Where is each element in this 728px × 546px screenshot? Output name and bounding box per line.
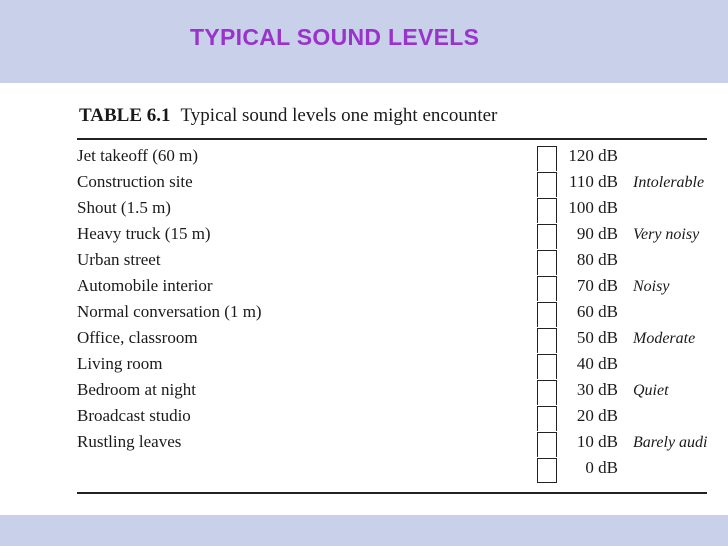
row-source: Jet takeoff (60 m) — [77, 146, 199, 165]
level-bar-segment — [537, 432, 557, 457]
row-description: Quiet — [633, 382, 669, 399]
level-bar-segment — [537, 172, 557, 197]
row-source: Automobile interior — [77, 276, 213, 295]
table-caption-text: Typical sound levels one might encounter — [180, 105, 498, 126]
row-level: 20 dB — [576, 406, 618, 425]
table-row — [0, 406, 728, 432]
row-level: 90 dB — [576, 224, 618, 243]
row-source: Shout (1.5 m) — [77, 198, 171, 217]
row-source: Normal conversation (1 m) — [77, 302, 262, 321]
table-top-rule — [77, 138, 707, 140]
table-row — [0, 198, 728, 224]
level-bar-segment — [537, 224, 557, 249]
row-source: Construction site — [77, 172, 193, 191]
table-bottom-rule — [77, 492, 707, 494]
table-caption — [79, 105, 497, 127]
level-bar-segment — [537, 354, 557, 379]
table-row — [0, 458, 728, 484]
slide-title: TYPICAL SOUND LEVELS — [190, 24, 480, 50]
row-source: Heavy truck (15 m) — [77, 224, 211, 243]
row-level: 60 dB — [576, 302, 618, 321]
table-row — [0, 302, 728, 328]
table-row — [0, 354, 728, 380]
row-source: Bedroom at night — [77, 380, 196, 399]
row-level: 120 dB — [568, 146, 618, 165]
level-bar-segment — [537, 146, 557, 171]
table-row — [0, 328, 728, 354]
row-description: Noisy — [633, 278, 670, 295]
level-bar-segment — [537, 380, 557, 405]
row-level: 10 dB — [576, 432, 618, 451]
row-level: 50 dB — [576, 328, 618, 347]
slide-footer-band — [0, 515, 728, 546]
level-bar-segment — [537, 406, 557, 431]
row-source: Living room — [77, 354, 163, 373]
row-description: Very noisy — [633, 226, 700, 243]
level-bar-segment — [537, 458, 557, 483]
level-bar-segment — [537, 328, 557, 353]
row-description: Intolerable — [633, 174, 705, 191]
row-level: 110 dB — [569, 172, 618, 191]
table-row — [0, 432, 728, 458]
table-row — [0, 276, 728, 302]
row-level: 40 dB — [576, 354, 618, 373]
table-number: TABLE 6.1 — [79, 105, 171, 126]
level-bar-segment — [537, 250, 557, 275]
row-level: 0 dB — [585, 458, 618, 477]
row-description: Moderate — [633, 330, 696, 347]
scanned-table-image — [0, 83, 728, 515]
level-bar-segment — [537, 302, 557, 327]
row-description: Barely audi — [633, 434, 708, 451]
row-source: Urban street — [77, 250, 161, 269]
level-bar-segment — [537, 276, 557, 301]
table-row — [0, 224, 728, 250]
table-row — [0, 172, 728, 198]
row-level: 80 dB — [576, 250, 618, 269]
row-level: 70 dB — [576, 276, 618, 295]
table-row — [0, 146, 728, 172]
row-level: 100 dB — [568, 198, 618, 217]
row-source: Office, classroom — [77, 328, 198, 347]
row-level: 30 dB — [576, 380, 618, 399]
row-source: Rustling leaves — [77, 432, 182, 451]
table-row — [0, 250, 728, 276]
row-source: Broadcast studio — [77, 406, 191, 425]
level-bar-segment — [537, 198, 557, 223]
table-row — [0, 380, 728, 406]
